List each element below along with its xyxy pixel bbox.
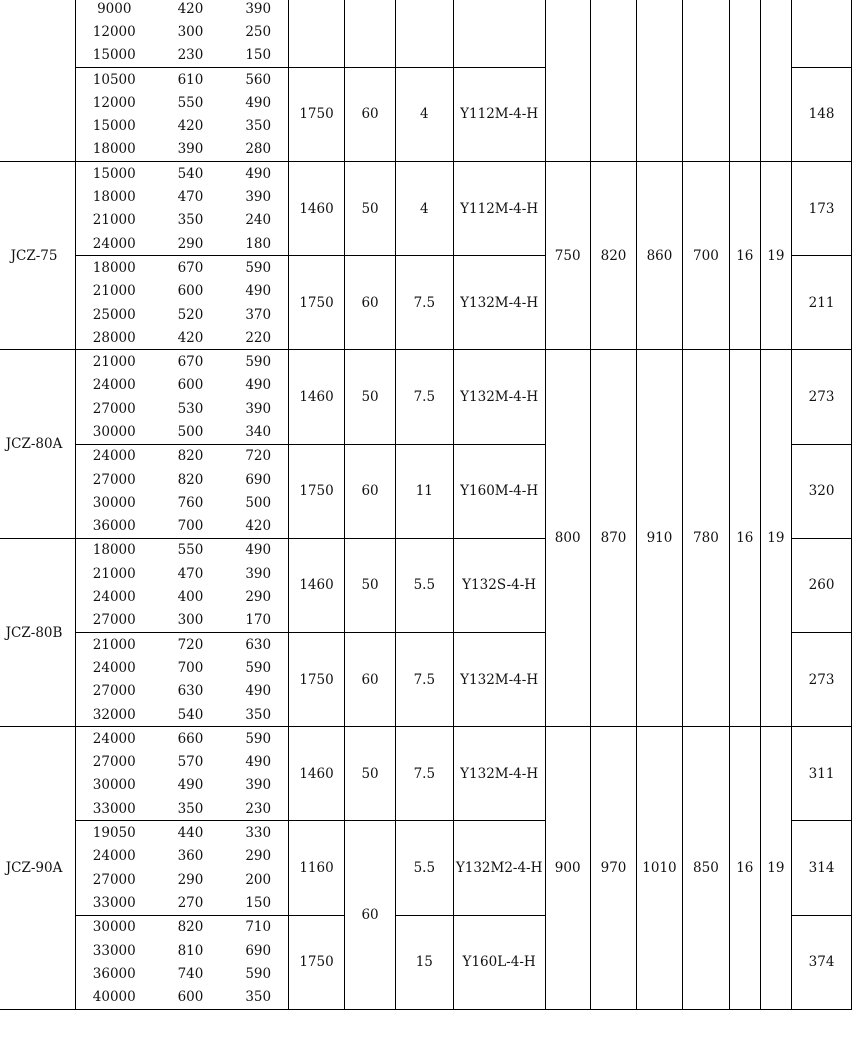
pressure-b-value: 350: [229, 985, 289, 1009]
power-cell: 7.5: [395, 350, 453, 444]
power-cell: 4: [395, 162, 453, 256]
pressure-b-value: 280: [229, 138, 289, 162]
flow-value: 27000: [76, 468, 153, 491]
flow-value: 24000: [76, 727, 153, 751]
pressure-b-value: 490: [229, 162, 289, 186]
model-label: JCZ-75: [0, 162, 76, 350]
motor-cell: Y132M2-4-H: [453, 821, 545, 915]
flow-value: 40000: [76, 985, 153, 1009]
dim-value: 820: [590, 162, 636, 350]
flow-value: 24000: [76, 232, 153, 256]
pressure-a-value: 700: [152, 515, 228, 539]
speed-cell: 1460: [288, 727, 344, 821]
dim-value: 19: [760, 350, 792, 727]
frequency-cell: 60: [345, 256, 396, 350]
dim-value: 19: [760, 162, 792, 350]
pressure-a-value: 610: [152, 67, 228, 91]
speed-cell: 1750: [288, 444, 344, 538]
pressure-a-value: 270: [152, 891, 228, 915]
pressure-a-value: 470: [177, 189, 204, 206]
pressure-b-value: 590: [229, 256, 289, 280]
power-cell: [395, 0, 453, 67]
weight-cell: 211: [792, 256, 852, 350]
dim-value: 780: [682, 350, 729, 727]
pressure-b-value: 490: [229, 280, 289, 303]
weight-cell: 314: [792, 821, 852, 915]
flow-value: 24000: [76, 656, 153, 679]
dim-value: 16: [730, 727, 761, 1010]
dim-cell: [682, 0, 729, 162]
motor-cell: Y160M-4-H: [453, 444, 545, 538]
flow-value: 27000: [76, 751, 153, 774]
flow-value: 27000: [76, 397, 153, 420]
flow-value: 36000: [76, 962, 153, 985]
pressure-b-value: 170: [229, 609, 289, 633]
flow-value: 18000: [76, 538, 153, 562]
power-cell: 11: [395, 444, 453, 538]
power-cell: 5.5: [395, 821, 453, 915]
pressure-a-value: 670: [152, 350, 228, 374]
motor-cell: Y112M-4-H: [453, 162, 545, 256]
pressure-a-value: 820: [152, 444, 228, 468]
pressure-a-value: 420: [152, 0, 228, 20]
pressure-a-value: 520: [177, 306, 204, 323]
weight-cell: 273: [792, 350, 852, 444]
pressure-b-value: 200: [229, 868, 289, 891]
pressure-a-value: 420: [177, 118, 204, 135]
pressure-b-value: 390: [229, 562, 289, 585]
pressure-a-value: 290: [177, 871, 204, 888]
pressure-a-value: 820: [177, 471, 204, 488]
power-cell: 7.5: [395, 256, 453, 350]
dim-value: 850: [682, 727, 729, 1010]
flow-value: 36000: [76, 515, 153, 539]
dim-value: 870: [590, 350, 636, 727]
flow-value: 30000: [76, 915, 153, 939]
pressure-a-value: 550: [152, 538, 228, 562]
pressure-b-value: 240: [229, 209, 289, 232]
pressure-b-value: 180: [229, 232, 289, 256]
pressure-b-value: 350: [229, 703, 289, 727]
dim-value: 750: [545, 162, 590, 350]
pressure-b-value: 330: [229, 821, 289, 845]
frequency-cell: 50: [345, 162, 396, 256]
pressure-a-value: 360: [177, 848, 204, 865]
frequency-cell: 50: [345, 538, 396, 632]
pressure-b-value: 690: [229, 939, 289, 962]
pressure-a-value: 600: [177, 377, 204, 394]
power-cell: 15: [395, 915, 453, 1009]
pressure-a-value: 470: [177, 565, 204, 582]
weight-cell: 311: [792, 727, 852, 821]
dim-value: 1010: [637, 727, 683, 1010]
power-cell: 7.5: [395, 727, 453, 821]
flow-value: 25000: [76, 303, 153, 326]
pressure-a-value: 720: [152, 633, 228, 657]
pressure-b-value: 390: [229, 774, 289, 797]
flow-value: 21000: [76, 280, 153, 303]
pressure-a-value: 400: [177, 589, 204, 606]
frequency-cell: 60: [345, 633, 396, 727]
dim-value: 16: [730, 350, 761, 727]
pressure-b-value: 220: [229, 326, 289, 350]
speed-cell: 1750: [288, 256, 344, 350]
flow-value: 10500: [76, 67, 153, 91]
pressure-b-value: 490: [229, 374, 289, 397]
frequency-cell: 50: [345, 727, 396, 821]
dim-value: 910: [637, 350, 683, 727]
pressure-b-value: 490: [229, 538, 289, 562]
flow-value: 27000: [76, 868, 153, 891]
flow-value: 15000: [76, 114, 153, 137]
weight-cell: 173: [792, 162, 852, 256]
pressure-b-value: 590: [229, 350, 289, 374]
pressure-a-value: 660: [152, 727, 228, 751]
weight-cell: 273: [792, 633, 852, 727]
flow-value: 21000: [76, 633, 153, 657]
pressure-a-value: 500: [152, 420, 228, 444]
speed-cell: 1750: [288, 67, 344, 161]
flow-value: 18000: [76, 138, 153, 162]
dim-value: 800: [545, 350, 590, 727]
speed-cell: 1750: [288, 633, 344, 727]
speed-cell: 1750: [288, 915, 344, 1009]
motor-cell: Y132M-4-H: [453, 633, 545, 727]
pressure-b-value: 630: [229, 633, 289, 657]
pressure-b-value: 560: [229, 67, 289, 91]
power-cell: 7.5: [395, 633, 453, 727]
pressure-b-value: 250: [229, 20, 289, 43]
flow-value: 24000: [76, 585, 153, 608]
flow-value: 24000: [76, 444, 153, 468]
pressure-a-value: 540: [152, 703, 228, 727]
pressure-b-value: 390: [229, 0, 289, 20]
weight-cell: 148: [792, 67, 852, 161]
pressure-b-value: 290: [229, 585, 289, 608]
pressure-a-value: 740: [177, 965, 204, 982]
pressure-b-value: 720: [229, 444, 289, 468]
pressure-b-value: 150: [229, 44, 289, 68]
flow-value: 33000: [76, 939, 153, 962]
speed-cell: 1160: [288, 821, 344, 915]
pressure-a-value: 300: [177, 23, 204, 40]
pressure-a-value: 600: [177, 283, 204, 300]
pressure-a-value: 600: [152, 985, 228, 1009]
pressure-b-value: 490: [229, 680, 289, 703]
flow-value: 18000: [76, 256, 153, 280]
flow-value: 33000: [76, 891, 153, 915]
dim-value: 860: [637, 162, 683, 350]
dim-value: 16: [730, 162, 761, 350]
flow-value: 30000: [76, 774, 153, 797]
pressure-a-value: 700: [177, 659, 204, 676]
pressure-a-value: 290: [152, 232, 228, 256]
flow-value: 19050: [76, 821, 153, 845]
frequency-cell: 60: [345, 821, 396, 1009]
pressure-a-value: 230: [152, 44, 228, 68]
pressure-a-value: 300: [152, 609, 228, 633]
pressure-b-value: 710: [229, 915, 289, 939]
flow-value: 21000: [76, 350, 153, 374]
flow-value: 28000: [76, 326, 153, 350]
flow-value: 18000: [76, 185, 153, 208]
flow-value: 30000: [76, 420, 153, 444]
dim-cell: [637, 0, 683, 162]
flow-value: 24000: [76, 845, 153, 868]
pressure-b-value: 490: [229, 91, 289, 114]
flow-value: 9000: [76, 0, 153, 20]
dim-value: 19: [760, 727, 792, 1010]
pressure-b-value: 590: [229, 656, 289, 679]
frequency-cell: 60: [345, 67, 396, 161]
weight-cell: 320: [792, 444, 852, 538]
flow-value: 27000: [76, 609, 153, 633]
pressure-b-value: 590: [229, 962, 289, 985]
motor-cell: Y160L-4-H: [453, 915, 545, 1009]
pressure-b-value: 690: [229, 468, 289, 491]
motor-cell: [453, 0, 545, 67]
speed-cell: 1460: [288, 162, 344, 256]
pressure-a-value: 390: [152, 138, 228, 162]
flow-value: 33000: [76, 797, 153, 821]
pressure-a-value: 350: [177, 212, 204, 229]
pressure-a-value: 670: [152, 256, 228, 280]
model-label: JCZ-90A: [0, 727, 76, 1010]
pressure-a-value: 540: [152, 162, 228, 186]
flow-value: 15000: [76, 44, 153, 68]
flow-value: 21000: [76, 209, 153, 232]
motor-cell: Y132M-4-H: [453, 727, 545, 821]
pressure-b-value: 150: [229, 891, 289, 915]
dim-cell: [590, 0, 636, 162]
model-cell-top: [0, 0, 76, 162]
dim-cell: [730, 0, 761, 162]
pressure-b-value: 500: [229, 491, 289, 514]
motor-cell: Y132S-4-H: [453, 538, 545, 632]
pressure-b-value: 390: [229, 185, 289, 208]
model-label: JCZ-80A: [0, 350, 76, 538]
pressure-a-value: 440: [152, 821, 228, 845]
pressure-a-value: 810: [177, 942, 204, 959]
pressure-b-value: 350: [229, 114, 289, 137]
flow-value: 21000: [76, 562, 153, 585]
flow-value: 30000: [76, 491, 153, 514]
weight-cell: 374: [792, 915, 852, 1009]
dim-value: 900: [545, 727, 590, 1010]
power-cell: 4: [395, 67, 453, 161]
pressure-a-value: 490: [177, 777, 204, 794]
flow-value: 24000: [76, 374, 153, 397]
motor-cell: Y132M-4-H: [453, 350, 545, 444]
pressure-b-value: 230: [229, 797, 289, 821]
pressure-b-value: 340: [229, 420, 289, 444]
weight-cell: [792, 0, 852, 67]
pressure-b-value: 290: [229, 845, 289, 868]
pressure-a-value: 570: [177, 754, 204, 771]
pressure-a-value: 820: [152, 915, 228, 939]
dim-cell: [545, 0, 590, 162]
frequency-cell: 50: [345, 350, 396, 444]
speed-cell: 1460: [288, 350, 344, 444]
model-label: JCZ-80B: [0, 538, 76, 726]
dim-value: 700: [682, 162, 729, 350]
flow-value: 32000: [76, 703, 153, 727]
frequency-cell: 60: [345, 444, 396, 538]
flow-value: 12000: [76, 91, 153, 114]
pressure-b-value: 490: [229, 751, 289, 774]
pressure-b-value: 370: [229, 303, 289, 326]
pressure-a-value: 760: [177, 494, 204, 511]
pressure-b-value: 420: [229, 515, 289, 539]
pressure-a-value: 420: [152, 326, 228, 350]
dim-value: 970: [590, 727, 636, 1010]
flow-value: 15000: [76, 162, 153, 186]
pressure-a-value: 350: [152, 797, 228, 821]
power-cell: 5.5: [395, 538, 453, 632]
pressure-a-value: 630: [177, 683, 204, 700]
motor-cell: Y112M-4-H: [453, 67, 545, 161]
flow-value: 27000: [76, 680, 153, 703]
speed-cell: 1460: [288, 538, 344, 632]
weight-cell: 260: [792, 538, 852, 632]
dim-cell: [760, 0, 792, 162]
motor-cell: Y132M-4-H: [453, 256, 545, 350]
flow-value: 12000: [76, 20, 153, 43]
pressure-b-value: 590: [229, 727, 289, 751]
frequency-cell: [345, 0, 396, 67]
pressure-b-value: 390: [229, 397, 289, 420]
pressure-a-value: 530: [177, 400, 204, 417]
speed-cell: [288, 0, 344, 67]
pressure-a-value: 550: [177, 94, 204, 111]
